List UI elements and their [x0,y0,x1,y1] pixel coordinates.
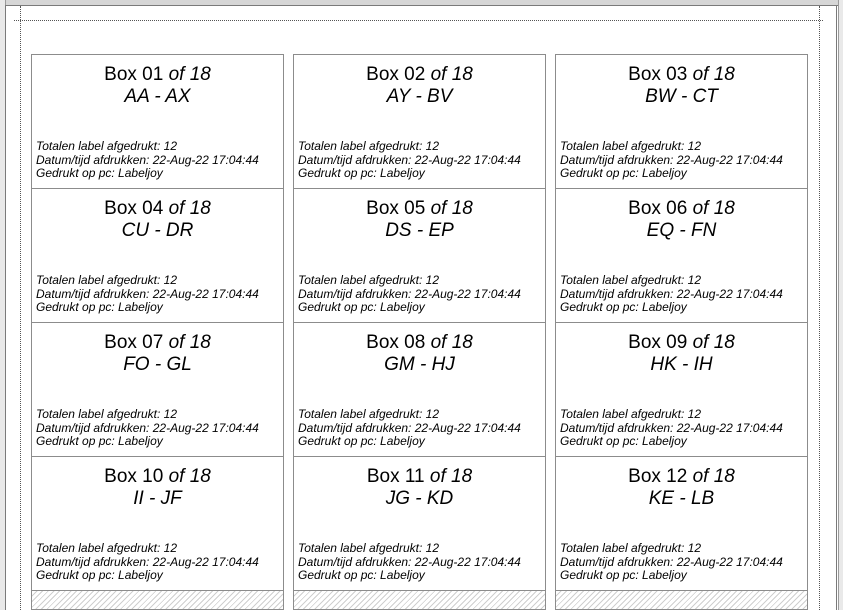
label-title [294,198,545,220]
box-number: Box 09 [628,332,688,353]
datetime-printed-text: Datum/tijd afdrukken: 22-Aug-22 17:04:44 [560,554,783,569]
box-total: of 18 [168,198,211,219]
box-number: Box 02 [366,64,426,85]
box-number: Box 05 [366,198,426,219]
label-title [556,198,807,220]
datetime-printed-text: Datum/tijd afdrukken: 22-Aug-22 17:04:44 [298,420,521,435]
label-range: II - JF [133,488,182,509]
datetime-printed-text: Datum/tijd afdrukken: 22-Aug-22 17:04:44 [36,286,259,301]
box-number: Box 06 [628,198,688,219]
label-range: JG - KD [385,488,454,509]
printed-on-pc-text: Gedrukt op pc: Labeljoy [298,166,425,180]
printed-on-pc-text: Gedrukt op pc: Labeljoy [298,434,425,448]
label-range: HK - IH [650,354,713,375]
datetime-printed-text: Datum/tijd afdrukken: 22-Aug-22 17:04:44 [298,554,521,569]
label-info [36,140,259,181]
label-info [36,542,259,583]
box-total: of 18 [168,64,211,85]
label-box-01[interactable] [31,54,284,189]
label-range: BW - CT [645,86,718,107]
total-printed-text: Totalen label afgedrukt: 12 [560,541,701,555]
label-box-04[interactable] [31,188,284,323]
printed-on-pc-text: Gedrukt op pc: Labeljoy [560,166,687,180]
box-total: of 18 [430,64,473,85]
box-number: Box 10 [104,466,164,487]
total-printed-text: Totalen label afgedrukt: 12 [36,541,177,555]
label-range: EQ - FN [646,220,717,241]
label-range: DS - EP [385,220,454,241]
box-total: of 18 [692,64,735,85]
empty-label-slot [293,590,546,610]
label-box-02[interactable] [293,54,546,189]
label-info [560,140,783,181]
datetime-printed-text: Datum/tijd afdrukken: 22-Aug-22 17:04:44 [560,286,783,301]
label-range: KE - LB [648,488,715,509]
label-info [298,274,521,315]
label-box-08[interactable] [293,322,546,457]
box-total: of 18 [430,198,473,219]
total-printed-text: Totalen label afgedrukt: 12 [298,273,439,287]
right-margin-guide [819,6,820,610]
label-info [298,408,521,449]
box-number: Box 01 [104,64,164,85]
printed-on-pc-text: Gedrukt op pc: Labeljoy [36,568,163,582]
label-box-09[interactable] [555,322,808,457]
box-number: Box 11 [366,466,425,487]
label-title [556,64,807,86]
total-printed-text: Totalen label afgedrukt: 12 [560,273,701,287]
label-info [36,408,259,449]
label-range: FO - GL [123,354,192,375]
label-range: AA - AX [124,86,191,107]
box-total: of 18 [430,332,473,353]
datetime-printed-text: Datum/tijd afdrukken: 22-Aug-22 17:04:44 [560,420,783,435]
box-total: of 18 [168,466,211,487]
printed-on-pc-text: Gedrukt op pc: Labeljoy [36,300,163,314]
label-info [36,274,259,315]
label-box-11[interactable] [293,456,546,591]
total-printed-text: Totalen label afgedrukt: 12 [298,407,439,421]
label-box-12[interactable] [555,456,808,591]
box-total: of 18 [692,198,735,219]
label-title [294,466,545,488]
label-title [556,466,807,488]
label-title [32,64,283,86]
total-printed-text: Totalen label afgedrukt: 12 [560,407,701,421]
datetime-printed-text: Datum/tijd afdrukken: 22-Aug-22 17:04:44 [560,152,783,167]
total-printed-text: Totalen label afgedrukt: 12 [298,541,439,555]
printed-on-pc-text: Gedrukt op pc: Labeljoy [560,300,687,314]
label-box-06[interactable] [555,188,808,323]
preview-right-edge [838,0,843,610]
box-total: of 18 [168,332,211,353]
empty-label-slot [555,590,808,610]
printed-on-pc-text: Gedrukt op pc: Labeljoy [298,300,425,314]
label-box-10[interactable] [31,456,284,591]
label-range: CU - DR [121,220,194,241]
label-info [560,274,783,315]
printed-on-pc-text: Gedrukt op pc: Labeljoy [560,568,687,582]
total-printed-text: Totalen label afgedrukt: 12 [36,139,177,153]
box-number: Box 07 [104,332,164,353]
box-number: Box 04 [104,198,164,219]
printed-on-pc-text: Gedrukt op pc: Labeljoy [560,434,687,448]
label-box-05[interactable] [293,188,546,323]
box-total: of 18 [429,466,473,487]
label-title [556,332,807,354]
printed-on-pc-text: Gedrukt op pc: Labeljoy [36,166,163,180]
label-title [32,466,283,488]
label-info [298,542,521,583]
empty-label-slot [31,590,284,610]
box-number: Box 08 [366,332,426,353]
label-range: GM - HJ [384,354,455,375]
datetime-printed-text: Datum/tijd afdrukken: 22-Aug-22 17:04:44 [36,152,259,167]
total-printed-text: Totalen label afgedrukt: 12 [298,139,439,153]
box-number: Box 12 [628,466,688,487]
label-info [298,140,521,181]
printed-on-pc-text: Gedrukt op pc: Labeljoy [298,568,425,582]
label-title [294,64,545,86]
label-title [32,198,283,220]
datetime-printed-text: Datum/tijd afdrukken: 22-Aug-22 17:04:44 [36,420,259,435]
box-total: of 18 [692,466,735,487]
label-info [560,408,783,449]
box-number: Box 03 [628,64,688,85]
total-printed-text: Totalen label afgedrukt: 12 [36,273,177,287]
datetime-printed-text: Datum/tijd afdrukken: 22-Aug-22 17:04:44 [298,152,521,167]
total-printed-text: Totalen label afgedrukt: 12 [560,139,701,153]
top-margin-guide [14,20,823,21]
label-info [560,542,783,583]
box-total: of 18 [692,332,735,353]
label-title [32,332,283,354]
printed-on-pc-text: Gedrukt op pc: Labeljoy [36,434,163,448]
label-box-07[interactable] [31,322,284,457]
datetime-printed-text: Datum/tijd afdrukken: 22-Aug-22 17:04:44 [36,554,259,569]
label-box-03[interactable] [555,54,808,189]
label-range: AY - BV [386,86,453,107]
left-margin-guide [20,6,21,610]
total-printed-text: Totalen label afgedrukt: 12 [36,407,177,421]
datetime-printed-text: Datum/tijd afdrukken: 22-Aug-22 17:04:44 [298,286,521,301]
label-title [294,332,545,354]
